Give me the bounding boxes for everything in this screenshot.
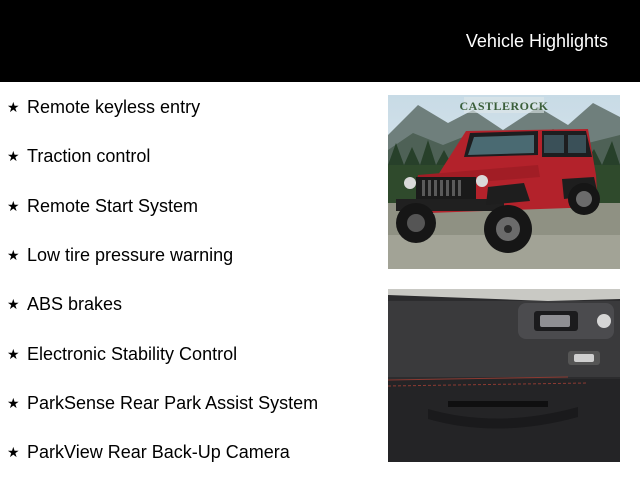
feature-item [7, 144, 150, 168]
feature-item [7, 194, 198, 218]
star-icon: ★ [7, 99, 20, 115]
vehicle-exterior-photo [388, 95, 620, 269]
feature-item [7, 95, 200, 119]
star-icon: ★ [7, 198, 20, 214]
feature-item [7, 342, 237, 366]
star-icon: ★ [7, 395, 20, 411]
feature-label: Electronic Stability Control [27, 344, 238, 364]
star-icon: ★ [7, 296, 20, 312]
header-bar [0, 0, 640, 82]
feature-label: Traction control [27, 146, 151, 166]
vehicle-interior-photo [388, 289, 620, 462]
feature-item [7, 440, 290, 464]
feature-label: Remote Start System [27, 196, 199, 216]
feature-label: ParkView Rear Back-Up Camera [27, 442, 290, 462]
star-icon: ★ [7, 247, 20, 263]
dealer-logo: CASTLEROCK [459, 99, 549, 113]
feature-label: Remote keyless entry [27, 97, 201, 117]
star-icon: ★ [7, 148, 20, 164]
feature-item [7, 243, 233, 267]
feature-label: ABS brakes [27, 294, 123, 314]
feature-label: Low tire pressure warning [27, 245, 234, 265]
feature-label: ParkSense Rear Park Assist System [27, 393, 319, 413]
star-icon: ★ [7, 346, 20, 362]
feature-item [7, 292, 122, 316]
page-title: Vehicle Highlights [465, 31, 608, 51]
star-icon: ★ [7, 444, 20, 460]
feature-item [7, 391, 318, 415]
